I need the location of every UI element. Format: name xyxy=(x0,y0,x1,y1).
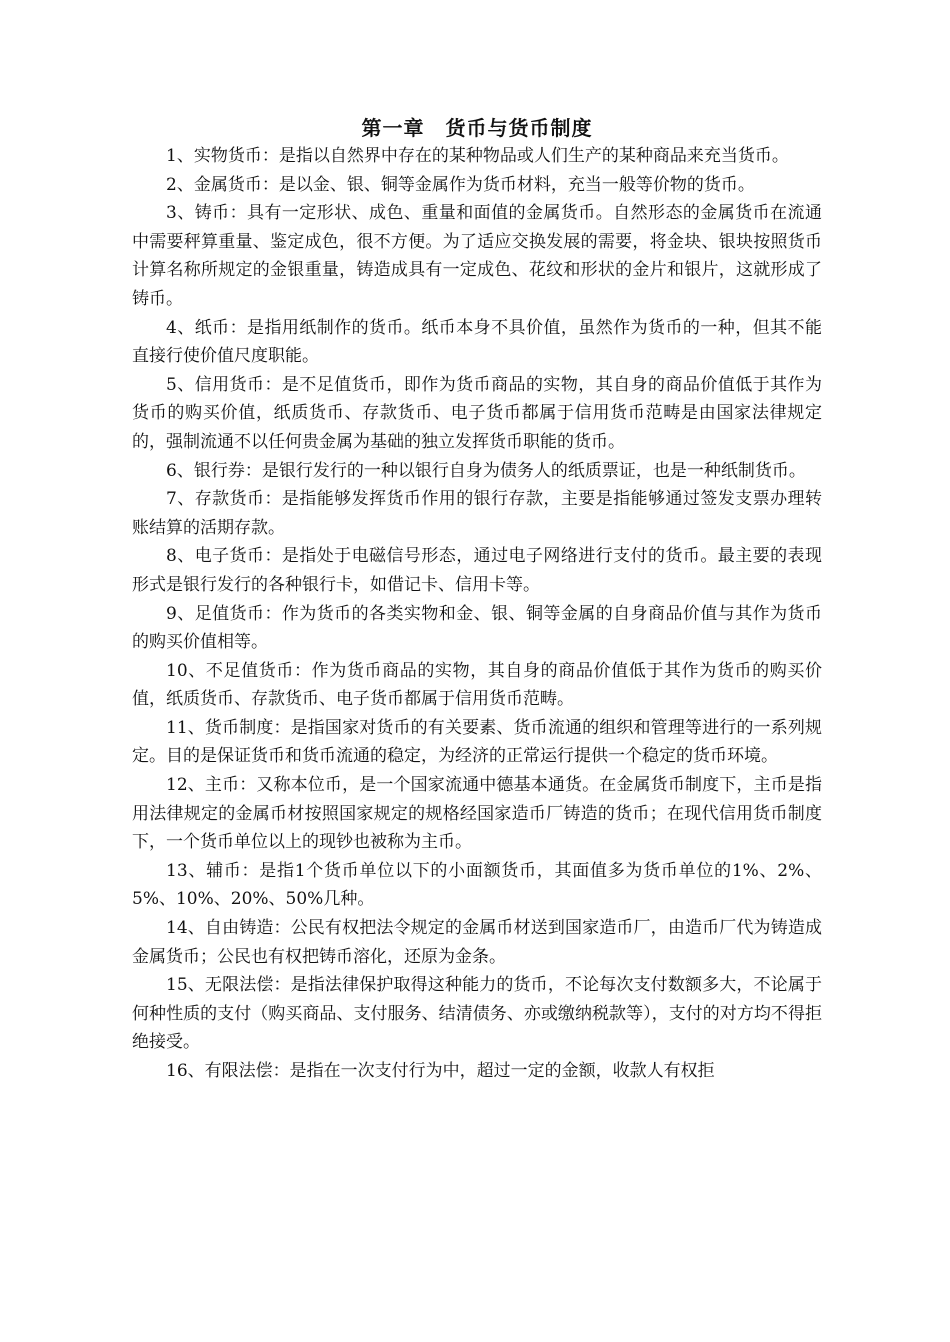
paragraph-10: 10、不足值货币：作为货币商品的实物，其自身的商品价值低于其作为货币的购买价值，纸质货币、存款货币、电子货币都属于信用货币范畴。 xyxy=(132,660,822,710)
paragraph-16: 16、有限法偿：是指在一次支付行为中，超过一定的金额，收款人有权拒 xyxy=(166,1061,715,1081)
paragraph-9: 9、足值货币：作为货币的各类实物和金、银、铜等金属的自身商品价值与其作为货币的购买价值相等。 xyxy=(132,603,822,653)
paragraph-3: 3、铸币：具有一定形状、成色、重量和面值的金属货币。自然形态的金属货币在流通中需要秤算重量、鉴定成色，很不方便。为了适应交换发展的需要，将金块、银块按照货币计算名称所规定的金银重量，铸造成具有一定成色、花纹和形状的金片和银片，这就形成了铸币。 xyxy=(132,203,822,309)
paragraph-11: 11、货币制度：是指国家对货币的有关要素、货币流通的组织和管理等进行的一系列规定。目的是保证货币和货币流通的稳定，为经济的正常运行提供一个稳定的货币环境。 xyxy=(132,717,822,767)
paragraph-13: 13、辅币：是指1个货币单位以下的小面额货币，其面值多为货币单位的1%、2%、5%、10%、20%、50%几种。 xyxy=(132,860,822,910)
paragraph-8: 8、电子货币：是指处于电磁信号形态，通过电子网络进行支付的货币。最主要的表现形式是银行发行的各种银行卡，如借记卡、信用卡等。 xyxy=(132,546,822,595)
paragraph-14: 14、自由铸造：公民有权把法令规定的金属币材送到国家造币厂，由造币厂代为铸造成金属货币；公民也有权把铸币溶化，还原为金条。 xyxy=(132,918,822,967)
paragraph-7: 7、存款货币：是指能够发挥货币作用的银行存款，主要是指能够通过签发支票办理转账结算的活期存款。 xyxy=(132,489,822,538)
paragraph-2: 2、金属货币：是以金、银、铜等金属作为货币材料，充当一般等价物的货币。 xyxy=(166,174,755,195)
paragraph-1: 1、实物货币：是指以自然界中存在的某种物品或人们生产的某种商品来充当货币。 xyxy=(166,146,789,166)
chapter-title: 第一章 货币与货币制度 xyxy=(361,116,593,140)
paragraph-12: 12、主币：又称本位币，是一个国家流通中德基本通货。在金属货币制度下，主币是指用法律规定的金属币材按照国家规定的规格经国家造币厂铸造的货币；在现代信用货币制度下，一个货币单位以上的现钞也被称为主币。 xyxy=(132,775,822,853)
paragraph-15: 15、无限法偿：是指法律保护取得这种能力的货币，不论每次支付数额多大，不论属于何种性质的支付（购买商品、支付服务、结清债务、亦或缴纳税款等），支付的对方均不得拒绝接受。 xyxy=(132,975,822,1053)
paragraph-6: 6、银行券：是银行发行的一种以银行自身为债务人的纸质票证，也是一种纸制货币。 xyxy=(166,460,806,481)
paragraph-4: 4、纸币：是指用纸制作的货币。纸币本身不具价值，虽然作为货币的一种，但其不能直接行使价值尺度职能。 xyxy=(132,317,822,367)
paragraph-5: 5、信用货币：是不足值货币，即作为货币商品的实物，其自身的商品价值低于其作为货币的购买价值，纸质货币、存款货币、电子货币都属于信用货币范畴是由国家法律规定的，强制流通不以任何贵金属为基础的独立发挥货币职能的货币。 xyxy=(132,374,822,452)
document-page xyxy=(132,114,822,1086)
